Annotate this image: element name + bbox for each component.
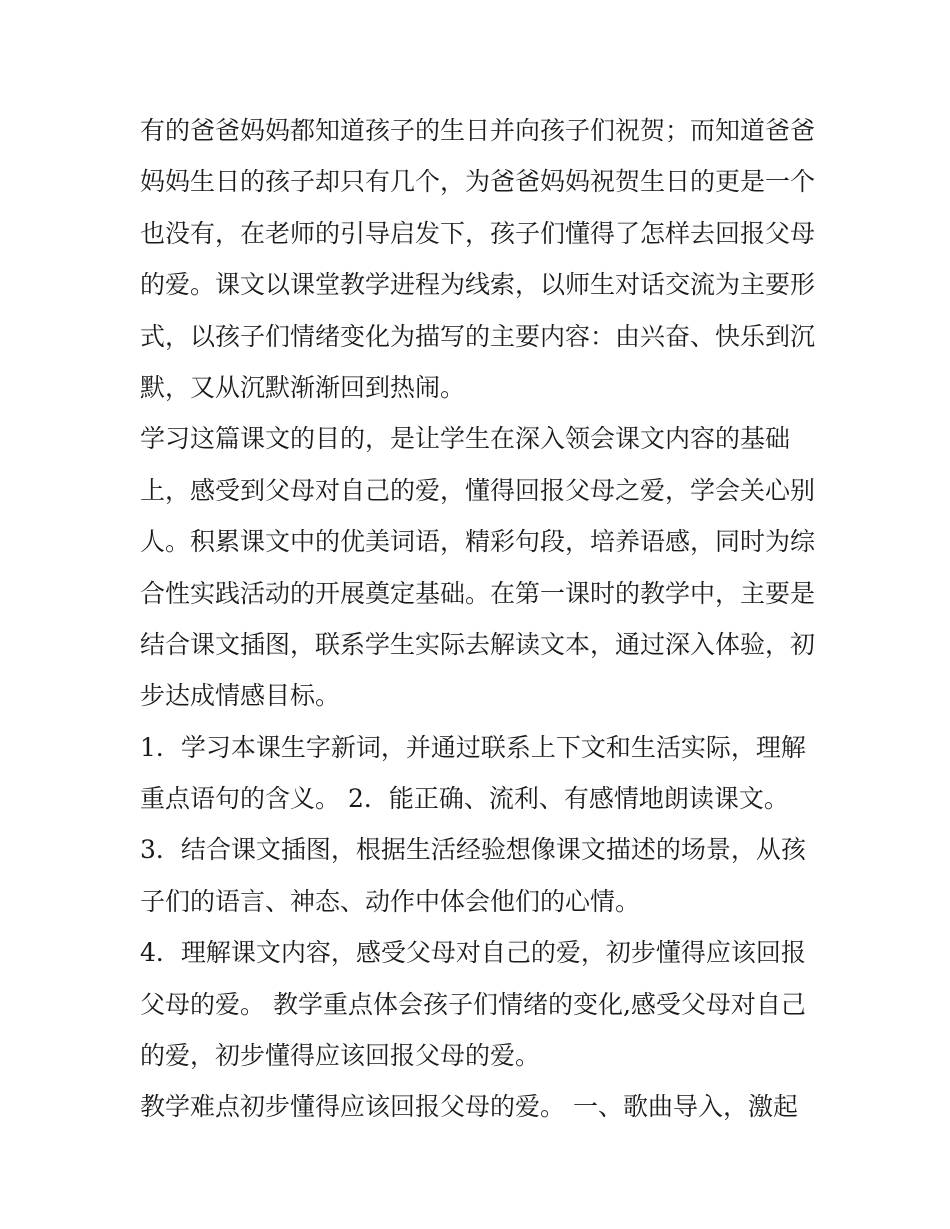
document-body: [140, 105, 830, 1133]
text-line-11: 结合课文插图，联系学生实际去解读文本，通过深入体验，初: [140, 629, 816, 659]
text-line-4: 的爱。课文以课堂教学进程为线索，以师生对话交流为主要形: [140, 270, 816, 300]
text-line-6: 默，又从沉默渐渐回到热闹。: [140, 372, 466, 402]
text-line-9: 人。积累课文中的优美词语，精彩句段，培养语感，同时为综: [140, 527, 816, 557]
text-line-14: 重点语句的含义。 2．能正确、流利、有感情地朗读课文。: [140, 784, 789, 814]
text-line-3: 也没有，在老师的引导启发下，孩子们懂得了怎样去回报父母: [140, 218, 816, 248]
text-line-10: 合性实践活动的开展奠定基础。在第一课时的教学中，主要是: [140, 578, 816, 608]
text-line-2: 妈妈生日的孩子却只有几个，为爸爸妈妈祝贺生日的更是一个: [140, 167, 816, 197]
text-line-12: 步达成情感目标。: [140, 681, 341, 711]
text-line-5: 式，以孩子们情绪变化为描写的主要内容：由兴奋、快乐到沉: [140, 321, 816, 351]
text-line-20: 教学难点初步懂得应该回报父母的爱。 一、歌曲导入，激起: [140, 1092, 798, 1122]
text-line-18: 父母的爱。 教学重点体会孩子们情绪的变化,感受父母对自己: [140, 989, 806, 1019]
text-line-7: 学习这篇课文的目的，是让学生在深入领会课文内容的基础: [140, 424, 791, 454]
text-line-8: 上，感受到父母对自己的爱，懂得回报父母之爱，学会关心别: [140, 475, 816, 505]
text-line-15: 3．结合课文插图，根据生活经验想像课文描述的场景，从孩: [140, 835, 806, 865]
text-line-16: 子们的语言、神态、动作中体会他们的心情。: [140, 886, 641, 916]
text-line-13: 1．学习本课生字新词，并通过联系上下文和生活实际，理解: [140, 732, 806, 762]
text-line-17: 4．理解课文内容，感受父母对自己的爱，初步懂得应该回报: [140, 938, 806, 968]
text-line-19: 的爱，初步懂得应该回报父母的爱。: [140, 1041, 541, 1071]
text-line-1: 有的爸爸妈妈都知道孩子的生日并向孩子们祝贺；而知道爸爸: [140, 116, 816, 145]
